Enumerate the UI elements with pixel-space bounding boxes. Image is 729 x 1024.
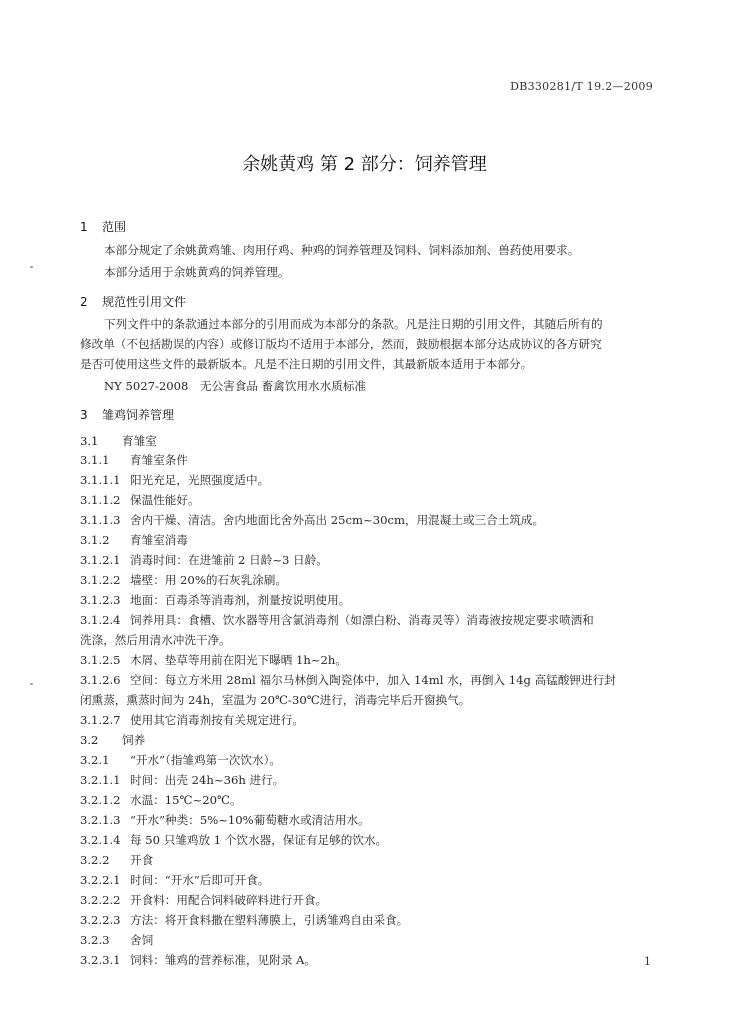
clause-3-1-2-4: 3.1.2.4 饲养用具：食槽、饮水器等用含氯消毒剂（如漂白粉、消毒灵等）消毒液按规定要求喷洒和 (80, 613, 594, 627)
clause-3-1-2-5: 3.1.2.5 木屑、垫草等用前在阳光下曝晒 1h~2h。 (80, 653, 347, 667)
page-number: 1 (644, 955, 651, 968)
reference-standard: NY 5027-2008 无公害食品 畜禽饮用水水质标准 (104, 379, 367, 393)
section-title: 雏鸡饲养管理 (102, 408, 175, 422)
clause-3-2-1: 3.2.1 “开水”（指雏鸡第一次饮水）。 (80, 753, 281, 767)
clause-3-1-2-4-continued: 洗涤，然后用清水冲洗干净。 (80, 633, 231, 647)
clause-3-1-2-1: 3.1.2.1 消毒时间：在进雏前 2 日龄~3 日龄。 (80, 553, 328, 567)
clause-3-2: 3.2 饲养 (80, 733, 146, 747)
clause-3-2-2-2: 3.2.2.2 开食料：用配合饲料破碎料进行开食。 (80, 893, 328, 907)
clause-3-1-1: 3.1.1 育雏室条件 (80, 453, 188, 467)
references-line-1: 下列文件中的条款通过本部分的引用而成为本部分的条款。凡是注日期的引用文件，其随后所有的 (104, 317, 603, 331)
section-title: 规范性引用文件 (102, 295, 187, 309)
clause-3-1-1-1: 3.1.1.1 阳光充足，光照强度适中。 (80, 473, 270, 487)
scope-paragraph-1: 本部分规定了余姚黄鸡雏、肉用仔鸡、种鸡的饲养管理及饲料、饲料添加剂、兽药使用要求。 (104, 243, 580, 257)
clause-3-2-3: 3.2.3 舍饲 (80, 933, 154, 947)
clause-3-1: 3.1 育雏室 (80, 434, 157, 448)
clause-3-2-1-3: 3.2.1.3 “开水”种类：5%~10%葡萄糖水或清洁用水。 (80, 813, 370, 827)
section-number: 1 (80, 220, 88, 234)
clause-3-2-1-4: 3.2.1.4 每 50 只雏鸡放 1 个饮水器，保证有足够的饮水。 (80, 833, 388, 847)
clause-3-1-2-7: 3.1.2.7 使用其它消毒剂按有关规定进行。 (80, 713, 304, 727)
section-number: 2 (80, 295, 88, 309)
section-number: 3 (80, 408, 88, 422)
clause-3-2-2-3: 3.2.2.3 方法：将开食料撒在塑料薄膜上，引诱雏鸡自由采食。 (80, 913, 409, 927)
clause-3-1-2: 3.1.2 育雏室消毒 (80, 533, 188, 547)
clause-3-1-2-6: 3.1.2.6 空间：每立方米用 28ml 福尔马林倒入陶瓷体中，加入 14ml 水，再倒入 14g 高锰酸钾进行封 (80, 673, 616, 687)
section-title: 范围 (102, 220, 127, 234)
section-3-heading (80, 406, 174, 423)
clause-3-2-1-2: 3.2.1.2 水温：15℃~20℃。 (80, 793, 242, 807)
clause-3-2-1-1: 3.2.1.1 时间：出壳 24h~36h 进行。 (80, 773, 285, 787)
clause-3-1-2-6-continued: 闭熏蒸，熏蒸时间为 24h，室温为 20℃-30℃进行，消毒完毕后开窗换气。 (80, 693, 471, 707)
clause-3-2-3-1: 3.2.3.1 饲料：雏鸡的营养标准，见附录 A。 (80, 953, 316, 967)
scan-speck (30, 266, 33, 268)
clause-3-1-1-3: 3.1.1.3 舍内干燥、清洁。舍内地面比舍外高出 25cm~30cm，用混凝土或三合土筑成。 (80, 513, 545, 527)
scope-paragraph-2: 本部分适用于余姚黄鸡的饲养管理。 (104, 265, 290, 279)
standard-number: DB330281/T 19.2—2009 (510, 80, 653, 93)
clause-3-2-2-1: 3.2.2.1 时间：“开水”后即可开食。 (80, 873, 270, 887)
section-1-heading (80, 218, 126, 235)
document-title: 余姚黄鸡 第 2 部分：饲养管理 (242, 154, 487, 175)
clause-3-1-2-2: 3.1.2.2 墙壁：用 20%的石灰乳涂刷。 (80, 573, 287, 587)
references-line-2: 修改单（不包括勘误的内容）或修订版均不适用于本部分，然而，鼓励根据本部分达成协议的各方研究 (80, 337, 602, 351)
references-line-3: 是否可使用这些文件的最新版本。凡是不注日期的引用文件，其最新版本适用于本部分。 (80, 357, 533, 371)
clause-3-2-2: 3.2.2 开食 (80, 853, 154, 867)
clause-3-1-1-2: 3.1.1.2 保温性能好。 (80, 493, 200, 507)
scan-speck (30, 683, 33, 685)
section-2-heading (80, 293, 186, 310)
clause-3-1-2-3: 3.1.2.3 地面：百毒杀等消毒剂，剂量按说明使用。 (80, 593, 351, 607)
